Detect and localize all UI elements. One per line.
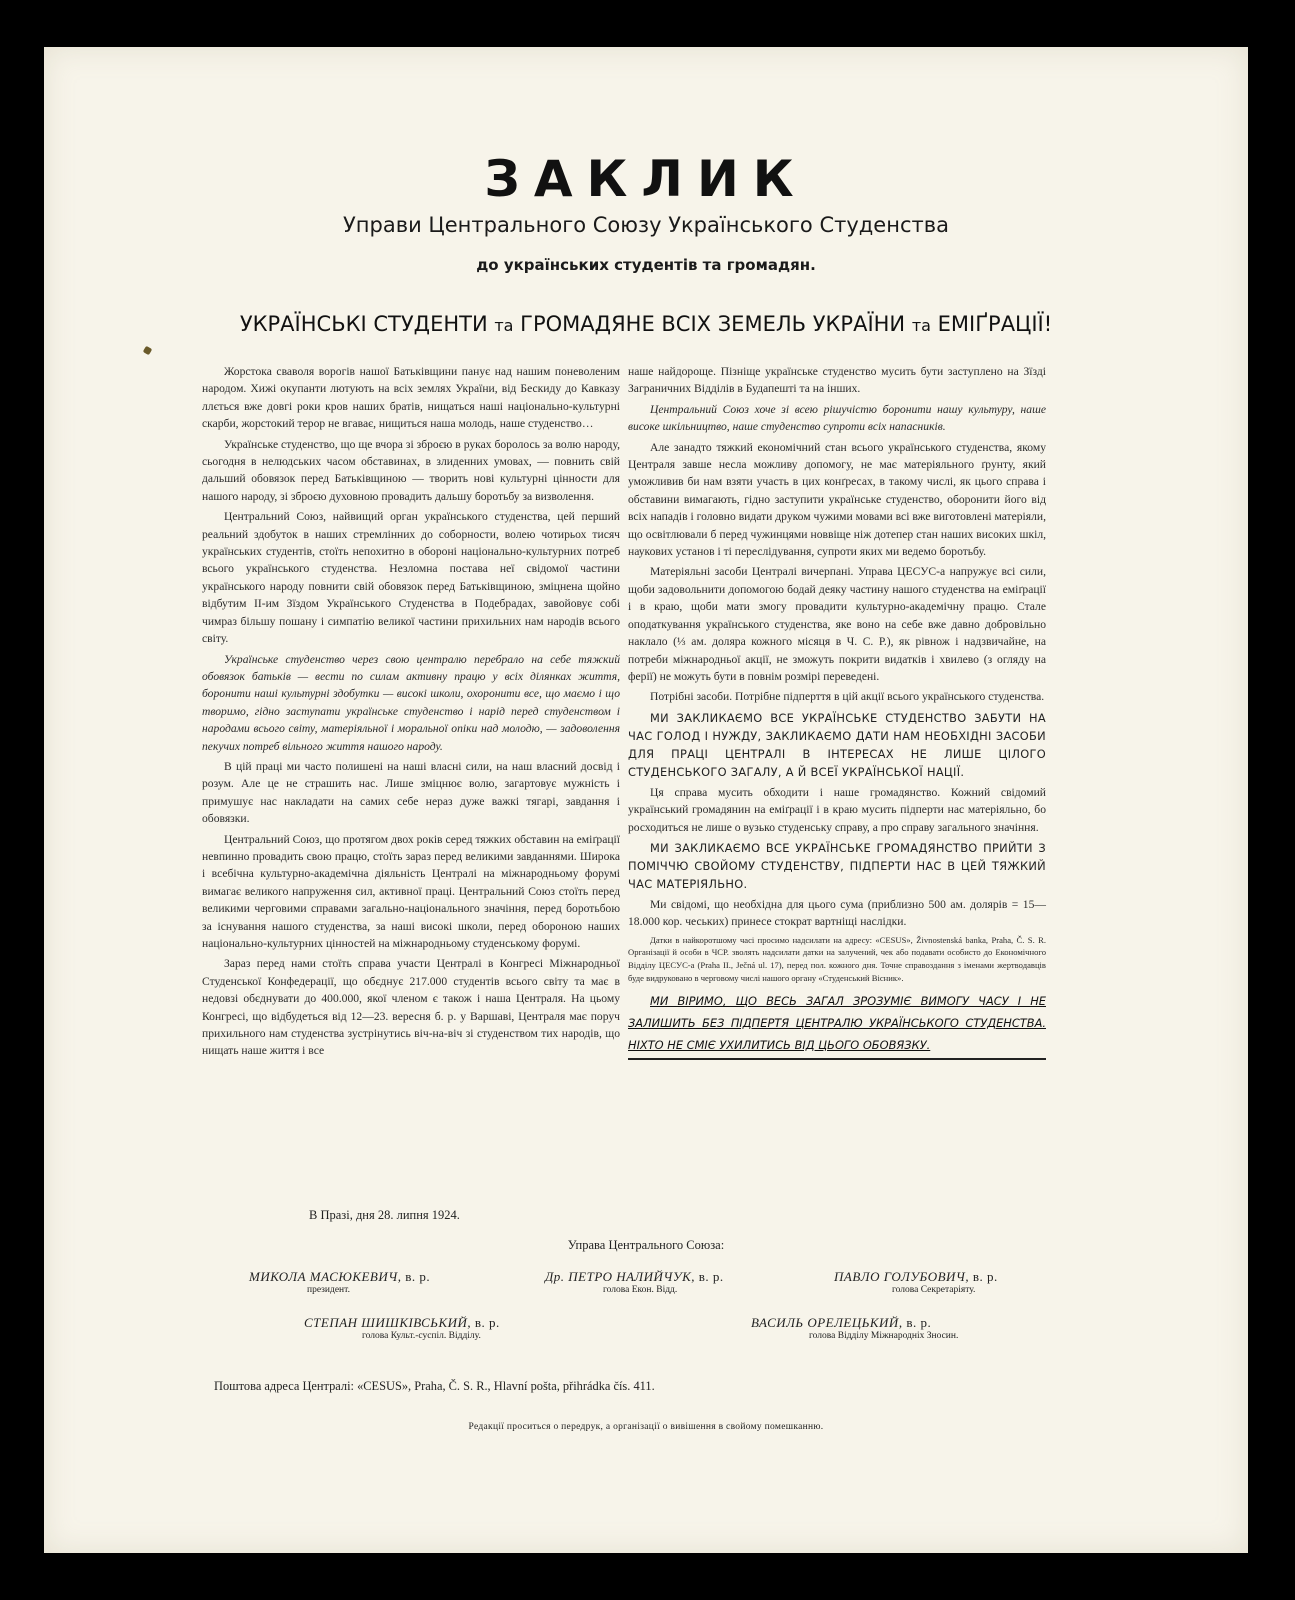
signatory-rp: в. р.	[972, 1269, 998, 1284]
closing-appeal: МИ ВІРИМО, ЩО ВЕСЬ ЗАГАЛ ЗРОЗУМІЄ ВИМОГУ ЧАСУ І НЕ ЗАЛИШИТЬ БЕЗ ПІДПЕРТЯ ЦЕНТРАЛЮ УКРАЇНСЬКОГО СТУДЕНСТВА. НІХТО НЕ СМІЄ УХИЛИТИСЬ ВІД ЦЬОГО ОБОВЯЗКУ.	[628, 990, 1046, 1060]
left-paragraph: Центральний Союз, що протягом двох років серед тяжких обставин на еміґрації невпинно провадить свою працю, стоїть зараз перед великими завданнями. Широка і всебічна культурно-академічна діяльність Централі на міжнародньому форумі вимагає великого напруження сил, активної праці. Центральний Союз стоїть перед великими черговими справами загально-національного значіння, перед боротьбою за існування нашого студенства, за наші високі школи, перед обороною наших національно-культурних цінностей на міжнародньому студенському форумі.	[202, 832, 620, 950]
appeal-citizens: МИ ЗАКЛИКАЄМО ВСЕ УКРАЇНСЬКЕ ГРОМАДЯНСТВО ПРИЙТИ З ПОМІЧЧЮ СВОЙОМУ СТУДЕНСТВУ, ПІДПЕРТИ НАС В ЦЕЙ ТЯЖКИЙ ЧАС МАТЕРІЯЛЬНО.	[628, 840, 1046, 891]
signatory-role: президент.	[307, 1285, 350, 1295]
date-line: В Празі, дня 28. липня 1924.	[309, 1208, 460, 1222]
left-column	[202, 363, 620, 1063]
signatory-rp: в. р.	[405, 1269, 431, 1284]
signatory-name: Др. ПЕТРО НАЛИЙЧУК,	[545, 1269, 695, 1284]
signatory-role: голова Секретаріяту.	[892, 1285, 976, 1295]
right-column	[628, 363, 1046, 1063]
right-paragraph: Матеріяльні засоби Централі вичерпані. Управа ЦЕСУС-а напружує всі сили, щоби задовольнити допомогою бодай деяку частину нашого студенства на еміґрації і в краю, щоби мати змогу провадити культурно-академічну працю. Стале оподаткування українського студенства, яке воно на себе вже давно добровільно наклало (⅓ ам. доляра кожного місяця в Ч. С. Р.), як рівнож і надзвичайне, на потреби міжнародньої акції, не зможуть покрити видатків і хвилево (з огляду на ферії) не можуть бути в повнім розмірі переведені.	[628, 565, 1046, 683]
poster-sheet	[44, 47, 1248, 1553]
signatory-role: голова Екон. Відд.	[603, 1285, 678, 1295]
right-paragraph: наше найдороще. Пізніще українське студенство мусить бути заступлено на Зїзді Заграничних Відділів в Будапешті та на інших.	[628, 365, 1046, 396]
signatory-name: МИКОЛА МАСЮКЕВИЧ,	[249, 1269, 402, 1284]
salutation-part-1: УКРАЇНСЬКІ СТУДЕНТИ	[239, 312, 488, 336]
signatory-name: ПАВЛО ГОЛУБОВИЧ,	[834, 1269, 970, 1284]
right-paragraph: Але занадто тяжкий економічний стан всього українського студенства, якому Централя завше несла можливу допомогу, не має матеріяльного ґрунту, який уможливив би нам взяти участь в цих конґресах, в такому числі, як цього справа і обставини вимагають, гідно заступити українське студенство, оборонити його від всіх нападів і головно видати друком чужими мовами всі вже виготовлені матеріяли, що освітлювали б перед чужинцями новвіще ніж дотепер стан наших високих шкіл, наукових установ і ті переслідування, супроти яких ми ведемо боротьбу.	[628, 440, 1046, 559]
left-paragraph: Центральний Союз, найвищий орган українського студенства, цей перший реальний здобуток в наших стремлінних до соборности, волею чотирьох тисяч українських студентів, стоїть непохитно в обороні національно-культурних потреб всього українського студенства. Незломна постава неї свідомої частини українського народу повнити свій обовязок перед Батьківщиною, зміцнена щойно відбутим II-им Зїздом Українського Студенства в Подебрадах, завойовує собі чимраз більшу пошану і симпатію великої частини прихильних нам народів всього світу.	[202, 510, 620, 646]
signatory-name: СТЕПАН ШИШКІВСЬКИЙ,	[304, 1315, 472, 1330]
signatory-rp: в. р.	[698, 1269, 724, 1284]
signatory-rp: в. р.	[906, 1315, 932, 1330]
poster-subtitle: Управи Центрального Союзу Українського Студенства	[343, 213, 949, 237]
left-paragraph: Українське студенство, що ще вчора зі зброєю в руках боролось за волю народу, сьогодня в нелюдських часом обставинах, в злиденних умовах, — повнить свій дальший обовязок перед Батьківщиною — творить нові культурні цінности для нашого народу, зі зброєю духовною провадить дальшу боротьбу за визволення.	[202, 437, 620, 503]
salutation-conj-2: та	[911, 316, 931, 335]
signature-block	[249, 1269, 430, 1295]
poster-title: ЗАКЛИК	[484, 150, 808, 208]
salutation-part-2: ГРОМАДЯНЕ ВСІХ ЗЕМЕЛЬ УКРАЇНИ	[520, 312, 906, 336]
signature-block	[834, 1269, 998, 1295]
signatory-role: голова Культ.-суспіл. Відділу.	[362, 1331, 481, 1341]
postal-address: Поштова адреса Централі: «CESUS», Praha, Č. S. R., Hlavní pošta, přihrádka čís. 411.	[214, 1379, 655, 1393]
salutation-part-3: ЕМІҐРАЦІЇ!	[937, 312, 1053, 336]
left-paragraph: В цій праці ми часто полишені на наші власні сили, на наш власний досвід і розум. Але це не страшить нас. Лише зміцнює волю, загартовує мужність і примушує нас накладати на самих себе нераз дуже важкі тягарі, завдання і обовязки.	[202, 759, 620, 826]
left-paragraph: Жорстока сваволя ворогів нашої Батьківщини панує над нашим поневоленим народом. Хижі окупанти лютують на всіх землях України, від Бескиду до Кавказу ллється вже довгі роки кров наших братів, нищаться наші національно-культурні скарби, жорстокий терор не вгаває, нищиться наша молодь, наше студенство…	[202, 365, 620, 431]
salutation-heading	[44, 312, 1248, 336]
board-line: Управа Центрального Союза:	[567, 1238, 725, 1252]
right-paragraph-italic: Центральний Союз хоче зі всею рішучістю боронити нашу культуру, наше високе шкільництво, наше студенство супроти всіх напасників.	[628, 402, 1046, 434]
addressee-line: до українських студентів та громадян.	[476, 256, 816, 274]
signature-block	[304, 1315, 500, 1341]
signatory-role: голова Відділу Міжнародніх Зносин.	[809, 1331, 959, 1341]
appeal-students: МИ ЗАКЛИКАЄМО ВСЕ УКРАЇНСЬКЕ СТУДЕНСТВО ЗАБУТИ НА ЧАС ГОЛОД І НУЖДУ, ЗАКЛИКАЄМО ДАТИ НАМ НЕОБХІДНІ ЗАСОБИ ДЛЯ ПРАЦІ ЦЕНТРАЛІ В ІНТЕРЕСАХ НЕ ЛИШЕ ЦІЛОГО СТУДЕНСЬКОГО ЗАГАЛУ, А Й ВСЕЇ УКРАЇНСЬКОЇ НАЦІЇ.	[628, 710, 1046, 779]
salutation-conj-1: та	[494, 316, 514, 335]
right-paragraph: Потрібні засоби. Потрібне підперття в цій акції всього українського студенства.	[650, 690, 1045, 704]
footer-note: Редакції проситься о передрук, а організації о вивішення в свойому помешканню.	[468, 1422, 824, 1432]
signatory-rp: в. р.	[474, 1315, 500, 1330]
signature-block	[751, 1315, 958, 1341]
left-paragraph-italic: Українське студенство через свою централю перебрало на себе тяжкий обовязок батьків — вести по силам активну працю у всіх ділянках життя, боронити наші культурні здобутки — високі школи, охоронити все, що маємо і що творимо, гідно заступати українське студенство і нарід перед студенством і народами всього світу, матеріяльної і моральної опіки над молодю, — задоволення пекучих потреб вільного життя нашого народу.	[202, 652, 620, 753]
stain-mark	[143, 346, 153, 356]
signatory-name: ВАСИЛЬ ОРЕЛЕЦЬКИЙ,	[751, 1315, 903, 1330]
right-paragraph: Ми свідомі, що необхідна для цього сума (приблизно 500 ам. долярів = 15—18.000 кор. чеських) принесе стократ вартніщі наслідки.	[628, 897, 1046, 929]
donation-instructions: Датки в найкоротшому часі просимо надсилати на адресу: «CESUS», Živnostenská banka, Praha, Č. S. R. Організації й особи в ЧСР. зволять надсилати датки на залучений, чек або подавати особисто до Економічного Відділу ЦЕСУС-а (Praha II., Ječná ul. 17), перед пол. кожного дня. Точне справоздання з іменами жертводавців буде видруковано в черговому числі нашого органу «Студенський Вісник».	[628, 934, 1046, 983]
signature-block	[545, 1269, 724, 1295]
left-paragraph: Зараз перед нами стоїть справа участи Централі в Конгресі Міжнародньої Студенської Конфедерації, що обєднує 217.000 студентів всього світу та має в недовзі обєднувати до 400.000, якої членом є також і наша Централя. На цьому Конгресі, що відбудеться від 12—23. вересня б. р. у Варшаві, Централя має поруч прихильного нам студенства зустрінутись віч-на-віч зі студенством тих народів, що нищать наше життя і все	[202, 957, 620, 1058]
right-paragraph: Ця справа мусить обходити і наше громадянство. Кожний свідомий український громадянин на еміґрації і в краю мусить підперти нас матеріяльно, бо росходиться не лише о вузько студенську справу, а про справу загального значіння.	[628, 785, 1046, 834]
